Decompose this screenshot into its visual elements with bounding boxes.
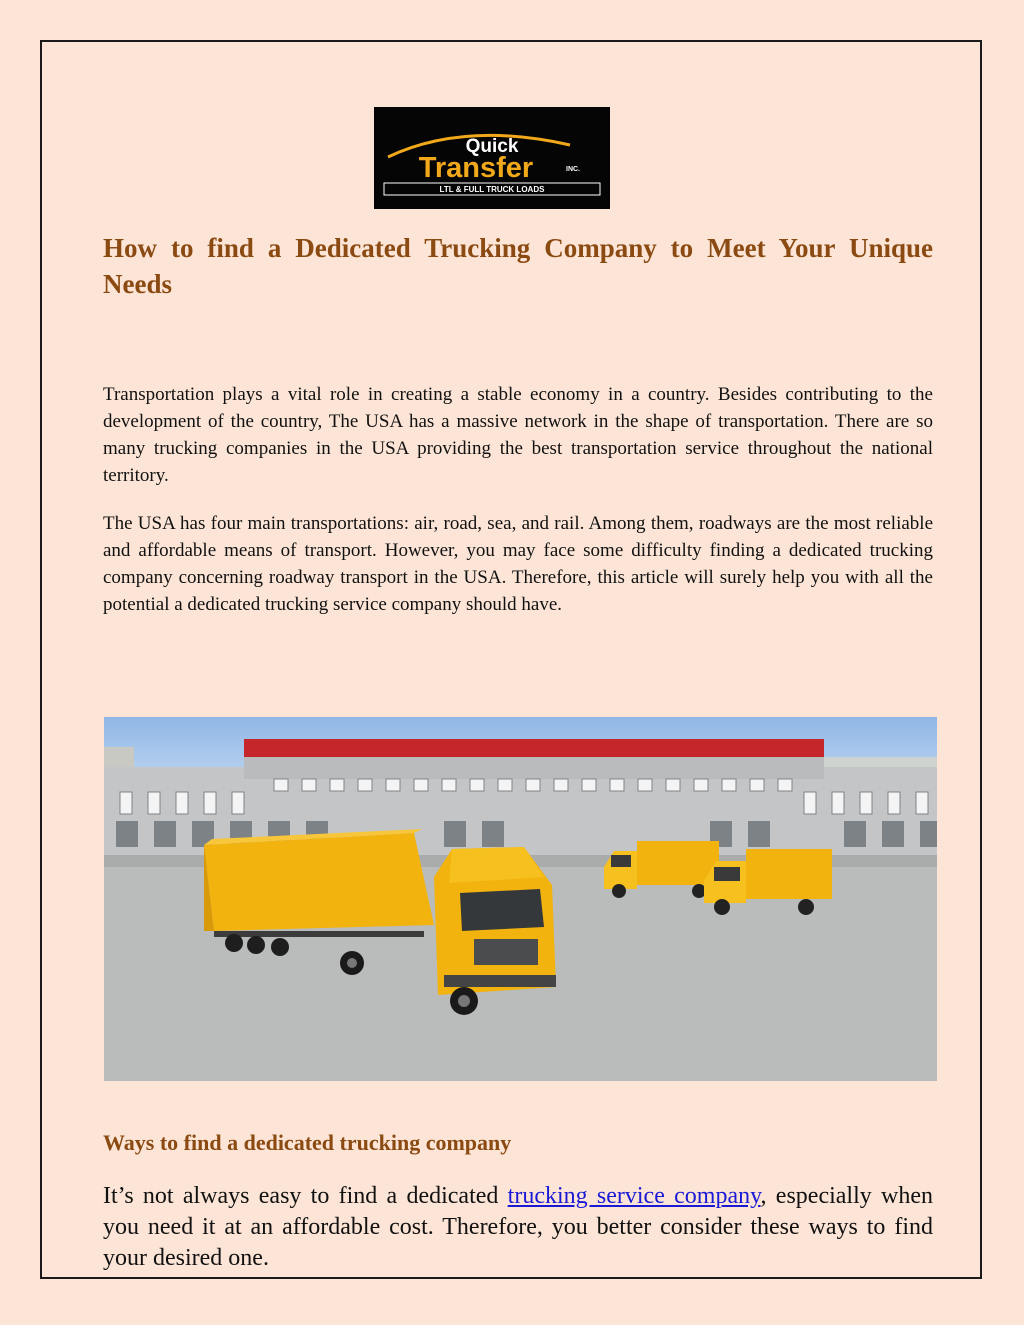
trucks-illustration	[104, 717, 937, 1081]
logo-word-quick: Quick	[465, 136, 519, 157]
company-logo	[374, 107, 610, 209]
ways-text-start: It’s not always easy to find a dedicated	[103, 1183, 508, 1209]
trucking-service-link[interactable]: trucking service company	[507, 1183, 761, 1209]
logo-word-transfer: Transfer	[418, 152, 534, 184]
article-title: How to find a Dedicated Trucking Company to Meet Your Unique Needs	[103, 233, 933, 299]
intro-paragraph: Transportation plays a vital role in creating a stable economy in a country. Besides contributing to the development of the country, The USA has a massive network in the shape of transportation. There are so many trucking companies in the USA providing the best transportation service throughout the national territory.	[103, 384, 933, 486]
ways-paragraph	[103, 1181, 933, 1274]
trucks-photo	[104, 717, 937, 1081]
transport-paragraph: The USA has four main transportations: air, road, sea, and rail. Among them, roadways are the most reliable and affordable means of transport. However, you may face some difficulty finding a dedicated trucking company concerning roadway transport in the USA. Therefore, this article will surely help you with all the potential a dedicated trucking service company should have.	[103, 513, 933, 615]
logo-suffix: INC.	[566, 166, 580, 173]
ways-text-end: , especially when you need it at an affordable cost. Therefore, you better consider these ways to find your desired one.	[103, 1183, 933, 1271]
page-border	[40, 40, 982, 1279]
logo-tagline: LTL & FULL TRUCK LOADS	[439, 185, 545, 194]
logo-graphic	[374, 107, 610, 209]
section-heading: Ways to find a dedicated trucking company	[103, 1130, 512, 1155]
